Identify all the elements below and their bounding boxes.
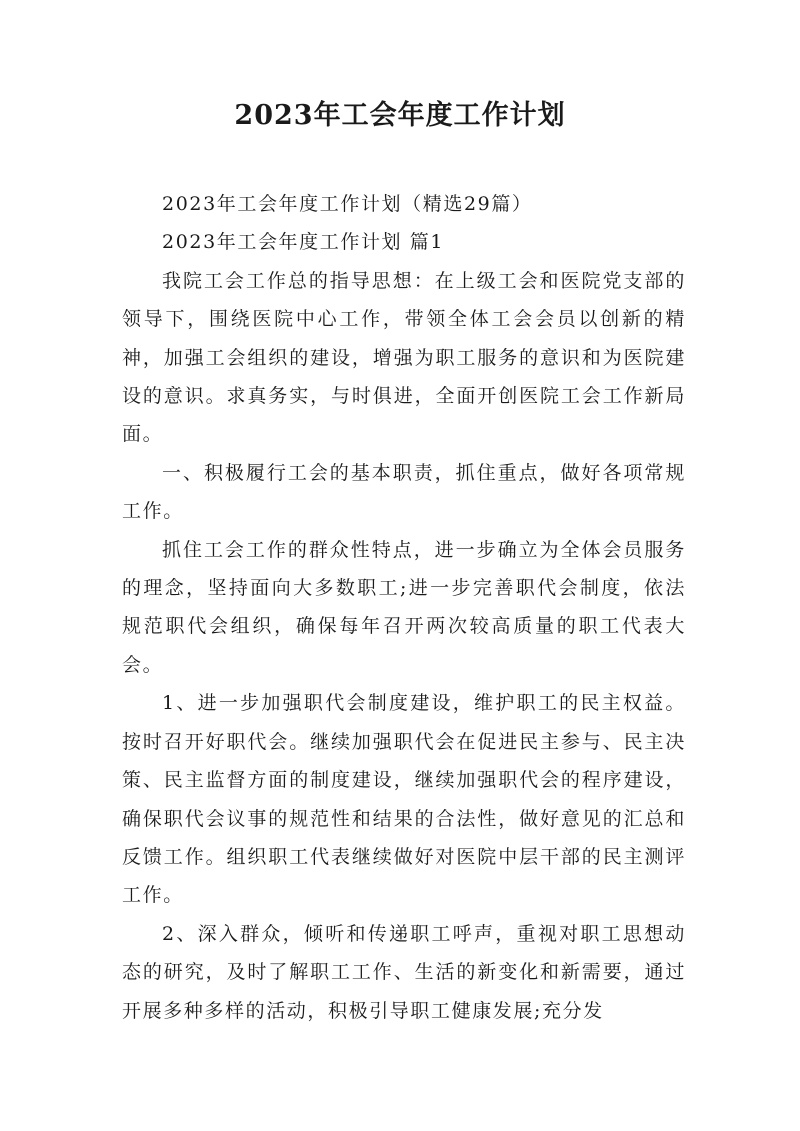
paragraph-item-one: 1、进一步加强职代会制度建设，维护职工的民主权益。按时召开好职代会。继续加强职代会在促进民主参与、民主决策、民主监督方面的制度建设，继续加强职代会的程序建设，确保职代会议事的规范性和结果的合法性，做好意见的汇总和反馈工作。组织职工代表继续做好对医院中层干部的民主测评工作。 [122, 692, 686, 907]
document-body [122, 185, 686, 1030]
paragraph-item-two: 2、深入群众，倾听和传递职工呼声，重视对职工思想动态的研究，及时了解职工工作、生活的新变化和新需要，通过开展多种多样的活动，积极引导职工健康发展;充分发 [122, 922, 686, 1022]
paragraph-mass-character: 抓住工会工作的群众性特点，进一步确立为全体会员服务的理念，坚持面向大多数职工;进一步完善职代会制度，依法规范职代会组织，确保每年召开两次较高质量的职工代表大会。 [122, 538, 686, 676]
paragraph-guiding-thought: 我院工会工作总的指导思想：在上级工会和医院党支部的领导下，围绕医院中心工作，带领全体工会会员以创新的精神，加强工会组织的建设，增强为职工服务的意识和为医院建设的意识。求真务实，与时俱进，全面开创医院工会工作新局面。 [122, 269, 686, 446]
document-title: 2023年工会年度工作计划 [234, 100, 566, 131]
paragraph-subtitle: 2023年工会年度工作计划（精选29篇） [162, 193, 533, 215]
paragraph-heading-one: 一、积极履行工会的基本职责，抓住重点，做好各项常规工作。 [122, 461, 686, 523]
paragraph-section-heading: 2023年工会年度工作计划 篇1 [162, 231, 445, 254]
